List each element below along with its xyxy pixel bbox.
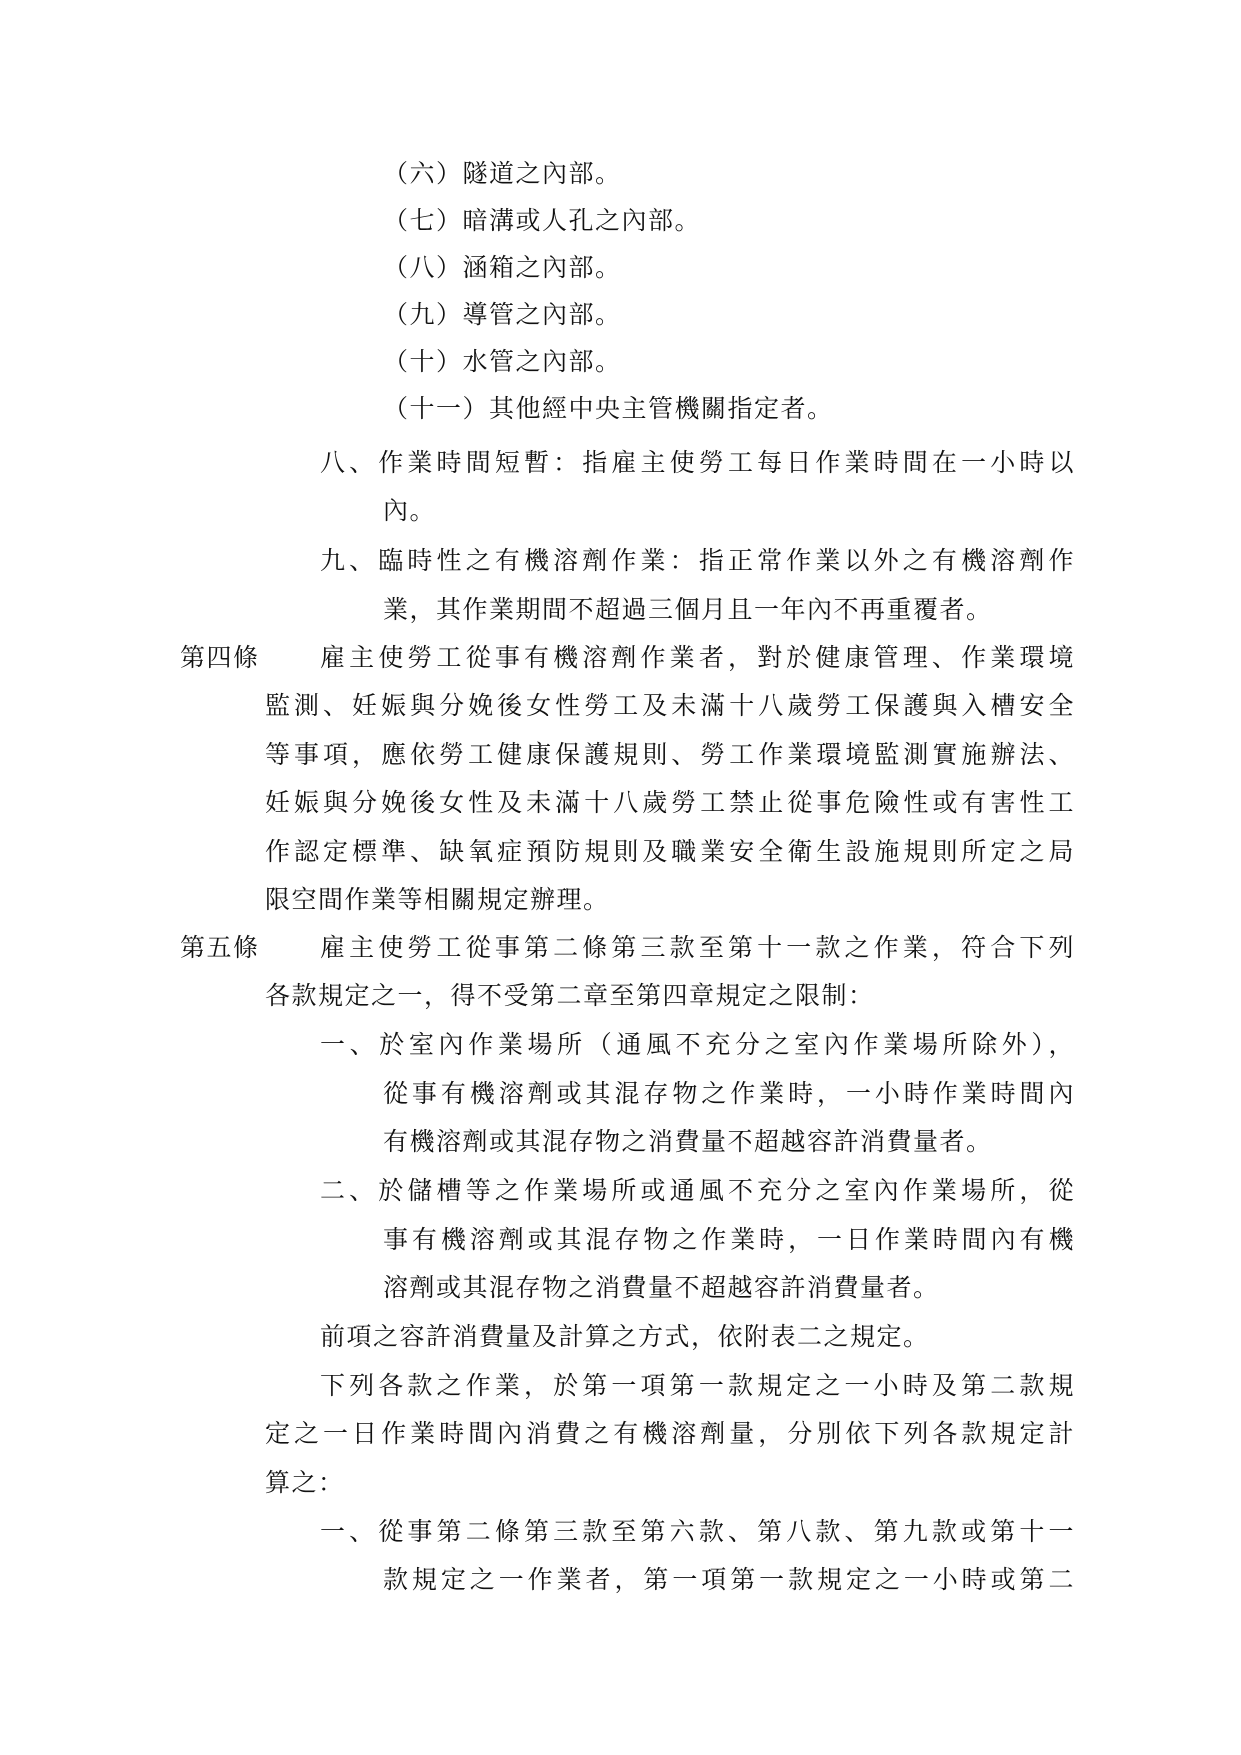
- article-five-para2: 前項之容許消費量及計算之方式，依附表二之規定。: [320, 1322, 930, 1351]
- article-five-item1-line3: 有機溶劑或其混存物之消費量不超越容許消費量者。: [383, 1127, 993, 1156]
- article-five-item1-line2: 從事有機溶劑或其混存物之作業時，一小時作業時間內: [383, 1079, 1075, 1108]
- item-culvert-manhole: （七）暗溝或人孔之內部。: [383, 206, 702, 235]
- definition-nine-line2: 業，其作業期間不超過三個月且一年內不再重覆者。: [383, 595, 993, 624]
- article-five-line2: 各款規定之一，得不受第二章至第四章規定之限制：: [265, 981, 875, 1010]
- article-four-label: 第四條: [180, 643, 260, 672]
- article-five-para3-line2: 定之一日作業時間內消費之有機溶劑量，分別依下列各款規定計: [265, 1419, 1075, 1448]
- article-four-line3: 等事項，應依勞工健康保護規則、勞工作業環境監測實施辦法、: [265, 740, 1075, 769]
- article-four-line5: 作認定標準、缺氧症預防規則及職業安全衛生設施規則所定之局: [265, 837, 1075, 866]
- article-four-line6: 限空間作業等相關規定辦理。: [265, 885, 610, 914]
- item-conduit: （九）導管之內部。: [383, 300, 622, 329]
- item-tunnel: （六）隧道之內部。: [383, 159, 622, 188]
- article-five-line1: 雇主使勞工從事第二條第三款至第十一款之作業，符合下列: [320, 933, 1075, 962]
- article-four-line4: 妊娠與分娩後女性及未滿十八歲勞工禁止從事危險性或有害性工: [265, 788, 1075, 817]
- definition-nine-line1: 九、臨時性之有機溶劑作業：指正常作業以外之有機溶劑作: [320, 546, 1075, 575]
- item-other-designated: （十一）其他經中央主管機關指定者。: [383, 394, 834, 423]
- article-four-line2: 監測、妊娠與分娩後女性勞工及未滿十八歲勞工保護與入槽安全: [265, 691, 1075, 720]
- article-five-item2-line2: 事有機溶劑或其混存物之作業時，一日作業時間內有機: [383, 1225, 1075, 1254]
- article-five-item1-line1: 一、於室內作業場所（通風不充分之室內作業場所除外），: [320, 1030, 1075, 1059]
- item-box-culvert: （八）涵箱之內部。: [383, 253, 622, 282]
- item-water-pipe: （十）水管之內部。: [383, 347, 622, 376]
- definition-eight-line2: 內。: [383, 496, 437, 525]
- article-five-para3-line3: 算之：: [265, 1468, 345, 1497]
- article-five-para3-line1: 下列各款之作業，於第一項第一款規定之一小時及第二款規: [320, 1371, 1075, 1400]
- article-five-item2-line1: 二、於儲槽等之作業場所或通風不充分之室內作業場所，從: [320, 1176, 1075, 1205]
- article-four-line1: 雇主使勞工從事有機溶劑作業者，對於健康管理、作業環境: [320, 643, 1075, 672]
- article-five-item2-line3: 溶劑或其混存物之消費量不超越容許消費量者。: [383, 1273, 940, 1302]
- article-five-label: 第五條: [180, 933, 260, 962]
- article-five-para3-item1-line2: 款規定之一作業者，第一項第一款規定之一小時或第二: [383, 1565, 1075, 1594]
- definition-eight-line1: 八、作業時間短暫：指雇主使勞工每日作業時間在一小時以: [320, 448, 1075, 477]
- article-five-para3-item1-line1: 一、從事第二條第三款至第六款、第八款、第九款或第十一: [320, 1517, 1075, 1546]
